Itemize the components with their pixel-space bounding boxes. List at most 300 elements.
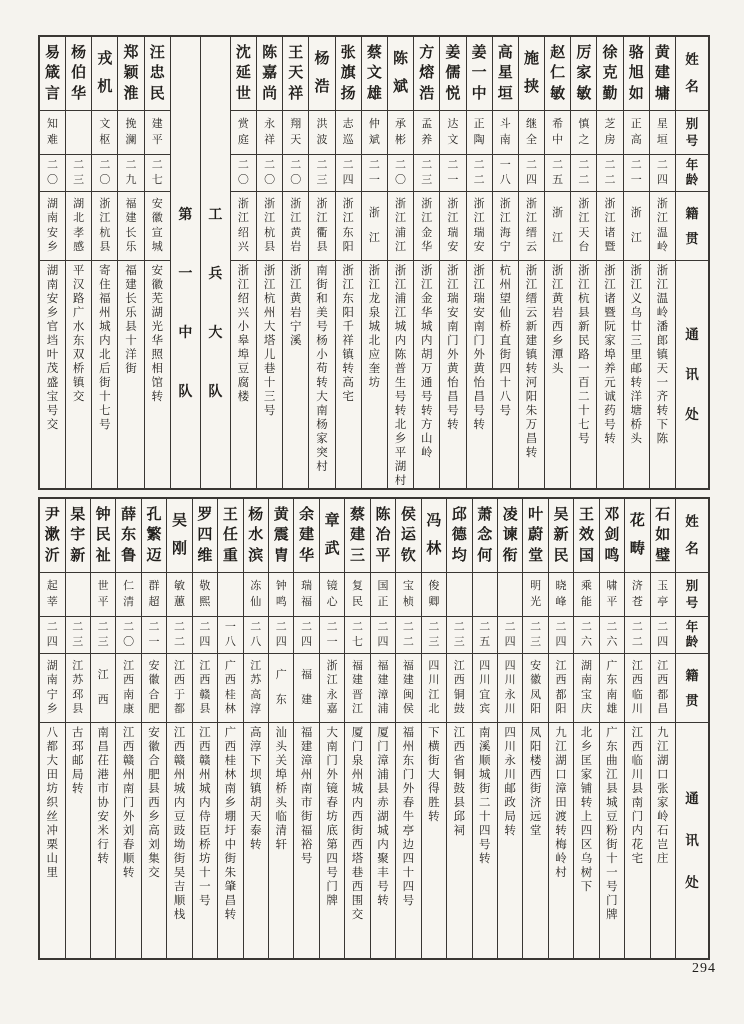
char: 水: [72, 321, 85, 333]
name-cell: [92, 37, 117, 111]
char: 名: [685, 541, 699, 557]
header-address-cell: [676, 261, 708, 488]
alias-cell: [650, 111, 675, 155]
char: 昌: [97, 741, 109, 753]
char: 轩: [275, 839, 287, 851]
char: 阳: [525, 391, 538, 403]
char: 能: [580, 596, 592, 609]
char: 中: [552, 134, 564, 147]
char: 裕: [300, 839, 313, 851]
age-cell: [650, 155, 675, 192]
char: 江: [342, 279, 354, 291]
age-cell: [371, 617, 395, 654]
char: 头: [275, 741, 287, 753]
char: 赏: [237, 117, 249, 130]
char: 七: [578, 419, 590, 431]
char: 暨: [604, 241, 616, 254]
roster-column: [522, 499, 547, 958]
char: 维: [197, 547, 213, 564]
char: 浙: [264, 197, 276, 210]
char: 川: [504, 674, 516, 687]
char: 大: [316, 391, 328, 403]
char: 钟: [95, 506, 111, 523]
char: 村: [555, 867, 567, 879]
char: 街: [428, 755, 440, 767]
char: 祠: [453, 825, 466, 837]
roster-column: [395, 499, 420, 958]
header-age-cell: [676, 617, 708, 654]
section-column-unit: [200, 37, 230, 488]
char: 江: [72, 659, 84, 672]
char: 胡: [250, 797, 262, 809]
char: 瑞: [473, 226, 485, 239]
char: 侯: [400, 506, 416, 523]
char: 世: [97, 579, 109, 592]
char: 庄: [657, 853, 669, 865]
roster-column: [361, 37, 387, 488]
char: 塔: [263, 335, 276, 347]
char: 江: [447, 279, 459, 291]
origin-cell: [651, 654, 675, 723]
char: 坊: [46, 783, 59, 795]
origin-cell: [118, 192, 143, 261]
origin-cell: [244, 654, 268, 723]
header-origin-cell: [676, 654, 708, 723]
char: 郎: [656, 335, 669, 347]
name-cell: [218, 499, 242, 573]
char: 儿: [263, 349, 276, 361]
char: 第: [178, 208, 193, 223]
char: 敬: [199, 579, 211, 592]
char: 城: [394, 321, 407, 333]
char: 南: [631, 797, 644, 809]
char: 高: [250, 688, 262, 701]
char: 浙: [342, 265, 354, 277]
char: 普: [394, 363, 407, 375]
char: 〇: [99, 173, 111, 186]
char: 省: [453, 755, 466, 767]
alias-cell: [118, 111, 143, 155]
origin-cell: [66, 654, 90, 723]
char: 东: [121, 527, 137, 543]
char: 处: [685, 406, 699, 422]
char: 川: [504, 703, 516, 716]
header-address-cell: [676, 723, 708, 958]
section-column-squad-label: [171, 37, 200, 488]
char: 黄: [290, 226, 302, 239]
char: 鼓: [453, 703, 465, 716]
origin-cell: [493, 192, 518, 261]
char: 西: [173, 674, 185, 687]
char: 二: [402, 621, 414, 634]
char: 安: [473, 241, 485, 254]
origin-cell: [624, 192, 649, 261]
char: 峰: [555, 596, 567, 609]
char: 六: [606, 635, 618, 648]
char: 岭: [656, 241, 668, 254]
char: 新: [553, 527, 569, 543]
char: 肇: [224, 881, 237, 893]
name-cell: [624, 37, 649, 111]
char: 邳: [71, 741, 84, 753]
char: 工: [208, 208, 223, 223]
char: 江: [428, 688, 440, 701]
char: 二: [264, 159, 276, 172]
char: 黄: [551, 293, 564, 305]
char: 镜: [326, 783, 338, 795]
age-cell: [118, 155, 143, 192]
char: 志: [342, 117, 354, 130]
char: 箴: [44, 65, 60, 81]
char: 浙: [630, 207, 642, 220]
age-cell: [309, 155, 334, 192]
char: 家: [580, 769, 593, 781]
char: 家: [316, 433, 328, 445]
char: 桥: [275, 783, 287, 795]
name-cell: [396, 499, 420, 573]
char: 迈: [146, 547, 162, 564]
char: 二: [301, 621, 313, 634]
char: 克: [602, 65, 618, 81]
char: 伯: [71, 65, 87, 81]
alias-cell: [231, 111, 256, 155]
address-cell: [493, 261, 518, 488]
char: 转: [630, 377, 642, 389]
char: 号: [199, 895, 211, 907]
roster-column: [413, 37, 439, 488]
char: 外: [473, 349, 485, 361]
char: 潘: [656, 321, 669, 333]
char: 一: [368, 173, 380, 186]
char: 王: [222, 506, 238, 523]
char: 二: [395, 159, 407, 172]
char: 仁: [550, 65, 566, 81]
char: 转: [504, 825, 516, 837]
char: 二: [316, 159, 328, 172]
char: 号: [99, 419, 111, 431]
alias-cell: [467, 111, 492, 155]
age-cell: [142, 617, 166, 654]
char: 建: [525, 335, 538, 347]
char: 浙: [473, 197, 485, 210]
age-cell: [545, 155, 570, 192]
origin-cell: [320, 654, 344, 723]
char: 江: [316, 212, 328, 225]
char: 乘: [580, 579, 592, 592]
char: 挟: [523, 78, 539, 95]
char: 康: [123, 703, 135, 716]
age-cell: [624, 155, 649, 192]
roster-column: [268, 499, 293, 958]
char: 三: [421, 173, 433, 186]
char: 蔡: [366, 44, 382, 61]
char: 年: [685, 620, 699, 635]
char: 吴: [173, 867, 186, 879]
char: 头: [275, 797, 287, 809]
char: 江: [551, 279, 564, 291]
char: 赵: [550, 44, 566, 61]
char: 一: [199, 881, 211, 893]
char: 杭: [578, 293, 590, 305]
char: 澜: [125, 134, 137, 147]
char: 国: [578, 547, 594, 564]
char: 江: [552, 231, 564, 244]
char: 皋: [237, 335, 250, 347]
char: 安: [151, 197, 163, 210]
origin-cell: [523, 654, 547, 723]
char: 县: [316, 241, 328, 254]
char: 建: [299, 527, 315, 543]
char: 内: [420, 335, 433, 347]
char: 口: [555, 769, 567, 781]
roster-column: [243, 499, 268, 958]
char: 门: [606, 895, 618, 907]
char: 江: [604, 212, 616, 225]
char: 织: [46, 797, 59, 809]
name-cell: [269, 499, 293, 573]
char: 别: [685, 116, 699, 131]
char: 乡: [551, 335, 564, 347]
char: 川: [504, 741, 516, 753]
char: 寄: [99, 265, 111, 277]
char: 熙: [199, 596, 211, 609]
char: 队: [178, 385, 193, 400]
char: 均: [451, 547, 467, 564]
char: 二: [326, 621, 338, 634]
char: 济: [529, 797, 542, 809]
char: 苏: [72, 674, 84, 687]
roster-column: [166, 499, 191, 958]
char: 匡: [580, 755, 593, 767]
roster-column: [472, 499, 497, 958]
alias-cell: [145, 111, 170, 155]
char: 湖: [580, 659, 592, 672]
alias-cell: [283, 111, 308, 155]
char: 姓: [685, 52, 699, 68]
char: 海: [499, 226, 511, 239]
char: 儒: [445, 65, 461, 81]
origin-cell: [545, 192, 570, 261]
address-cell: [549, 723, 573, 958]
char: 转: [316, 377, 328, 389]
char: 浦: [377, 769, 389, 781]
char: 任: [222, 527, 238, 543]
char: 城: [606, 797, 618, 809]
address-cell: [231, 261, 256, 488]
char: 八: [250, 635, 262, 648]
char: 侯: [402, 703, 414, 716]
char: 州: [351, 769, 364, 781]
char: 金: [421, 226, 433, 239]
char: 三: [350, 547, 366, 564]
char: 骆: [628, 44, 644, 61]
roster-column: [91, 37, 117, 488]
char: 堋: [224, 811, 237, 823]
char: 号: [499, 405, 512, 417]
char: 住: [99, 279, 111, 291]
char: 下: [428, 727, 440, 739]
char: 庆: [580, 703, 592, 716]
char: 美: [316, 307, 328, 319]
char: 籍: [685, 668, 699, 683]
char: 江: [394, 279, 407, 291]
char: 桥: [199, 839, 211, 851]
char: 后: [99, 363, 111, 375]
name-cell: [320, 499, 344, 573]
char: 二: [123, 621, 135, 634]
char: 江: [290, 212, 302, 225]
char: 州: [173, 769, 186, 781]
char: 永: [504, 688, 516, 701]
char: 十: [99, 391, 111, 403]
char: 浦: [395, 226, 407, 239]
char: 田: [46, 769, 59, 781]
char: 宣: [151, 226, 163, 239]
char: 清: [123, 596, 135, 609]
char: 希: [552, 117, 564, 130]
char: 易: [44, 44, 60, 61]
char: 号: [326, 867, 338, 879]
char: 一: [447, 173, 459, 186]
char: 转: [656, 405, 669, 417]
char: 北: [368, 335, 381, 347]
char: 岭: [657, 811, 669, 823]
roster-column: [282, 37, 308, 488]
char: 三: [630, 335, 642, 347]
char: 勤: [602, 85, 618, 102]
roster-column: [308, 37, 334, 488]
origin-cell: [91, 654, 115, 723]
char: 县: [578, 307, 590, 319]
char: 萧: [477, 506, 493, 523]
char: 亭: [402, 825, 415, 837]
address-cell: [571, 261, 596, 488]
char: 昌: [657, 703, 669, 716]
char: 牌: [606, 909, 618, 921]
char: 江: [631, 727, 644, 739]
char: 讯: [685, 366, 699, 382]
char: 交: [351, 909, 364, 921]
char: 浙: [473, 265, 485, 277]
roster-column: [492, 37, 518, 488]
char: 南: [316, 405, 328, 417]
char: 二: [580, 621, 592, 634]
char: 沂: [44, 547, 60, 564]
char: 福: [402, 727, 415, 739]
origin-cell: [193, 654, 217, 723]
char: 安: [151, 265, 163, 277]
header-origin-cell: [676, 192, 708, 261]
char: 鲁: [121, 547, 137, 564]
char: 彬: [395, 134, 407, 147]
char: 号: [402, 895, 415, 907]
char: 横: [428, 741, 440, 753]
char: 安: [447, 241, 459, 254]
roster-column: [544, 37, 570, 488]
char: 淮: [123, 85, 139, 102]
char: 二: [578, 173, 590, 186]
char: 港: [97, 769, 109, 781]
char: 城: [173, 783, 186, 795]
roster-column: [596, 37, 622, 488]
char: 二: [657, 621, 669, 634]
roster-column: [40, 37, 65, 488]
char: 二: [578, 391, 590, 403]
char: 盛: [46, 377, 59, 389]
alias-cell: [362, 111, 387, 155]
char: 塘: [630, 405, 642, 417]
address-cell: [447, 723, 471, 958]
char: 福: [125, 265, 137, 277]
char: 转: [447, 419, 459, 431]
char: 南: [97, 727, 109, 739]
char: 湖: [151, 307, 163, 319]
roster-column: [230, 37, 256, 488]
char: 赣: [199, 755, 211, 767]
name-cell: [345, 499, 369, 573]
alias-cell: [651, 573, 675, 617]
char: 江: [473, 212, 485, 225]
char: 七: [99, 405, 111, 417]
origin-cell: [625, 654, 649, 723]
char: 门: [473, 335, 485, 347]
char: 延: [235, 65, 251, 81]
roster-column: [217, 499, 242, 958]
alias-cell: [294, 573, 318, 617]
char: 波: [316, 134, 328, 147]
char: 苟: [316, 363, 328, 375]
char: 广: [72, 307, 85, 319]
char: 尚: [262, 85, 278, 102]
name-cell: [388, 37, 413, 111]
char: 北: [580, 727, 593, 739]
char: 云: [525, 307, 538, 319]
age-cell: [193, 617, 217, 654]
char: 洋: [630, 391, 642, 403]
char: 乌: [580, 853, 593, 865]
char: 堂: [529, 825, 542, 837]
char: 三: [263, 391, 276, 403]
char: 铜: [453, 688, 465, 701]
char: 茂: [46, 363, 59, 375]
char: 安: [447, 307, 459, 319]
char: 继: [525, 117, 537, 130]
roster-column: [40, 499, 64, 958]
char: 星: [497, 65, 513, 81]
char: 孝: [73, 226, 85, 239]
char: 照: [151, 349, 163, 361]
char: 一: [578, 363, 590, 375]
alias-cell: [320, 573, 344, 617]
char: 赤: [377, 797, 389, 809]
char: 二: [504, 621, 516, 634]
char: 八: [46, 727, 59, 739]
page-number: 294: [692, 961, 716, 976]
char: 江: [173, 727, 186, 739]
address-cell: [118, 261, 143, 488]
char: 杭: [263, 293, 276, 305]
char: 于: [173, 688, 185, 701]
age-cell: [396, 617, 420, 654]
char: 一: [326, 635, 338, 648]
char: 剑: [604, 527, 620, 543]
char: 忠: [149, 65, 165, 81]
age-cell: [574, 617, 598, 654]
char: 臣: [199, 825, 211, 837]
address-cell: [523, 723, 547, 958]
char: 四: [525, 173, 537, 186]
char: 宾: [479, 703, 491, 716]
